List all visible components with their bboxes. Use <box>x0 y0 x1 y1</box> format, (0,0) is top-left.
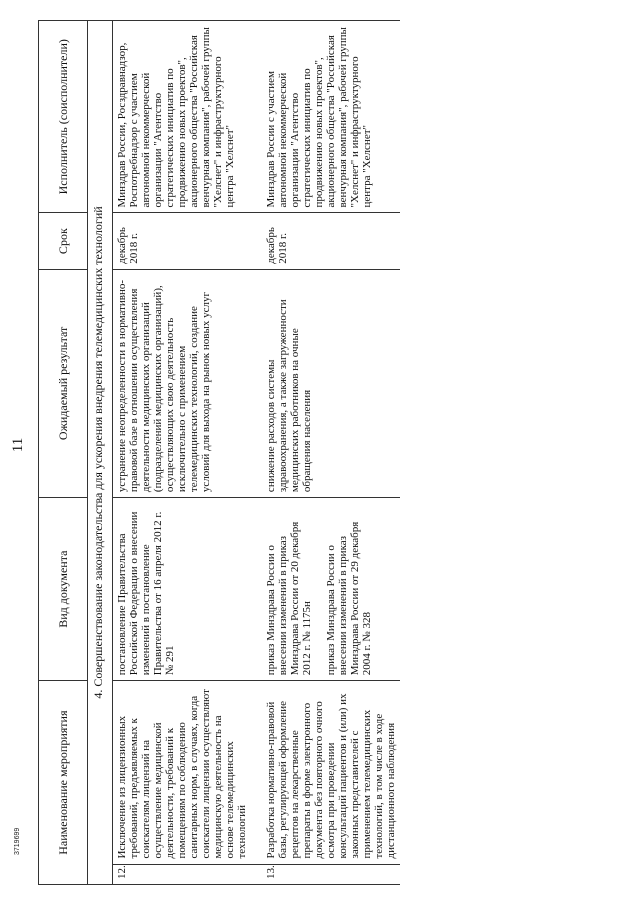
deadline: декабрь 2018 г. <box>113 213 252 269</box>
table-row <box>113 21 252 885</box>
measure-name: Исключение из лицензионных требований, предъявляемых к соискателям лицензий на осуществление медицинской деятельности, требований к помещениям по соблюдению санитарных норм, в случаях, когда соискатели лицензии осуществляют медицинскую деятельность на основе телемедицинских технологий <box>113 681 252 864</box>
deadline: декабрь 2018 г. <box>251 213 400 269</box>
section-title: 4. Совершенствование законодательства для ускорения внедрения телемедицинских технологий <box>88 21 113 885</box>
row-number: 12. <box>113 864 252 884</box>
document-type-text: постановление Правительства Российской Федерации о внесении изменений в постановление Правительства от 16 апреля 2012 г. № 291 <box>116 511 176 676</box>
header-doc: Вид документа <box>39 498 88 681</box>
document-type <box>251 498 400 681</box>
expected-result: снижение расходов системы здравоохранения, а также загруженности медицинских работников на очные обращения населения <box>251 269 400 497</box>
executor: Минздрав России, Росздравнадзор, Роспотребнадзор с участием автономной некоммерческой организации "Агентство стратегических инициатив по продвижению новых проектов", акционерного общества "Российская венчурная компания", рабочей группы "Хелснет" и инфраструктурного центра "Хелснет" <box>113 21 252 213</box>
header-exec: Исполнитель (соисполнители) <box>39 21 88 213</box>
document-type <box>113 498 252 681</box>
row-number: 13. <box>251 864 400 884</box>
header-result: Ожидаемый результат <box>39 269 88 497</box>
expected-result: устранение неопределенности в нормативно-правовой базе в отношении осуществления деятельности медицинских организаций (подразделений медицинских организаций), осуществляющих свою деятельность исключительно с применением телемедицинских технологий, создание условий для выхода на рынок новых услуг <box>113 269 252 497</box>
document-id: 3719699 <box>14 827 21 855</box>
table-row <box>251 21 400 885</box>
document-type-text: приказ Минздрава России о внесении изменений в приказ Минздрава России от 20 декабря 2012 г. № 1175н <box>265 521 313 676</box>
executor: Минздрав России с участием автономной некоммерческой организации "Агентство стратегических инициатив по продвижению новых проектов", акционерного общества "Российская венчурная компания", рабочей группы "Хелснет" и инфраструктурного центра "Хелснет" <box>251 21 400 213</box>
measure-name: Разработка нормативно-правовой базы, регулирующей оформление рецептов на лекарственные препараты в форме электронного документа без повторного очного осмотра при проведении консультаций пациентов и (или) их законных представителей с применением телемедицинских технологий, в том числе в ходе дистанционного наблюдения <box>251 681 400 864</box>
measures-table <box>38 20 400 885</box>
section-row <box>88 21 113 885</box>
page-number: 11 <box>10 437 26 453</box>
document-type-text-2: приказ Минздрава России о внесении изменений в приказ Минздрава России от 29 декабря 2004 г. № 328 <box>325 521 373 676</box>
rotated-page <box>0 20 640 885</box>
header-term: Срок <box>39 213 88 269</box>
table-header-row <box>39 21 88 885</box>
header-name: Наименование мероприятия <box>39 681 88 885</box>
